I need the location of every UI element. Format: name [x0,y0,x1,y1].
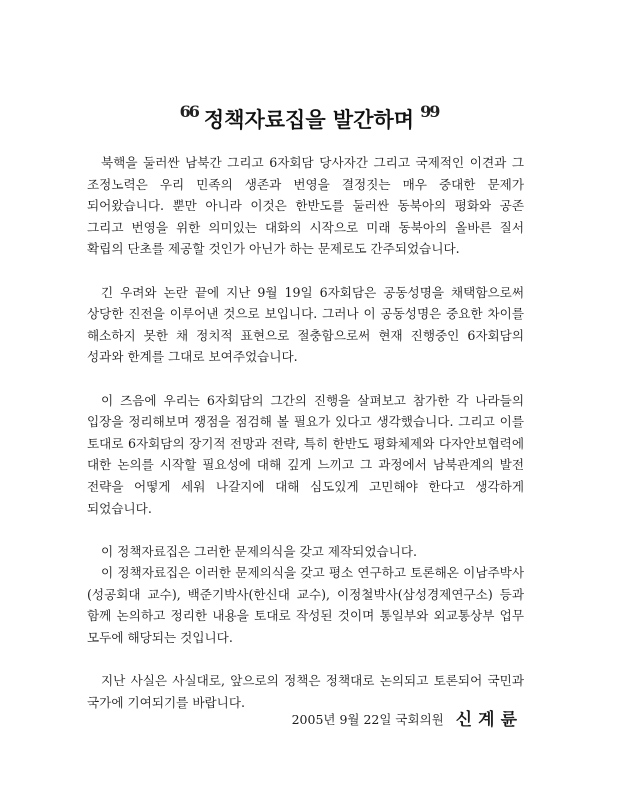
paragraph-2: 긴 우려와 논란 끝에 지난 9월 19일 6자회담은 공동성명을 채택함으로써 상당한 진전을 이루어낸 것으로 보입니다. 그러나 이 공동성명은 중요한 차이를 해소하지 못한 채 정치적 표현으로 절충함으로써 현재 진행중인 6자회담의 성과와 한계를 그대로 보여주었습니다. [87,284,524,365]
close-quote-icon: 99 [420,102,439,121]
paragraph-3: 이 즈음에 우리는 6자회담의 그간의 진행을 살펴보고 참가한 각 나라들의 입장을 정리해보며 쟁점을 점검해 볼 필요가 있다고 생각했습니다. 그리고 이를 토대로 6자회담의 장기적 전망과 전략, 특히 한반도 평화체제와 다자안보협력에 대한 논의를 시작할 필요성에 대해 깊게 느끼고 그 과정에서 남북관계의 발전 전략을 어떻게 세워 나갈지에 대해 심도있게 고민해야 한다고 생각하게 되었습니다. [87,392,524,516]
body-text [87,152,524,713]
signature-role: 국회의원 [395,712,444,727]
open-quote-icon: 66 [179,102,198,121]
paragraph-1: 북핵을 둘러싼 남북간 그리고 6자회담 당사자간 그리고 국제적인 이견과 그 조정노력은 우리 민족의 생존과 번영을 결정짓는 매우 중대한 문제가 되어왔습니다. 뿐만 아니라 이것은 한반도를 둘러싼 동북아의 평화와 공존 그리고 번영을 위한 의미있는 대화의 시작으로 미래 동북아의 올바른 질서 확립의 단초를 제공할 것인가 아닌가 하는 문제로도 간주되었습니다. [87,155,524,257]
signature-date: 2005년 9월 22일 [291,712,392,727]
paragraph-5: 이 정책자료집은 이러한 문제의식을 갖고 평소 연구하고 토론해온 이남주박사(성공회대 교수), 백준기박사(한신대 교수), 이정철박사(삼성경제연구소) 등과 함께 논의하고 정리한 내용을 토대로 작성된 것이며 통일부와 외교통상부 업무 모두에 해당되는 것입니다. [87,565,524,646]
signature-name: 신계륜 [455,710,523,730]
title-row [0,102,618,134]
paragraph-4: 이 정책자료집은 그러한 문제의식을 갖고 제작되었습니다. [101,543,417,559]
signature-line [292,705,523,730]
page-title: 정책자료집을 발간하며 [203,107,415,132]
paragraph-6: 지난 사실은 사실대로, 앞으로의 정책은 정책대로 논의되고 토론되어 국민과 국가에 기여되기를 바랍니다. [87,673,524,710]
